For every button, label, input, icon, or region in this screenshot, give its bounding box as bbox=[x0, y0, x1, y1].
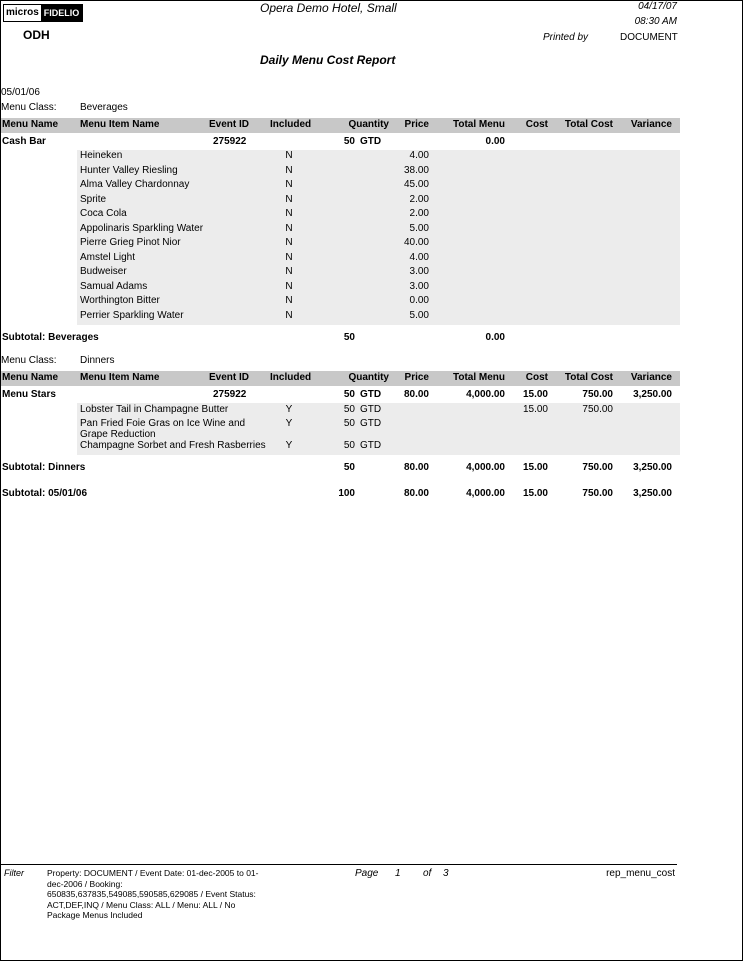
menu-row: Menu Stars 275922 50 GTD 80.00 4,000.00 15.00 750.00 3,250.00 bbox=[2, 389, 672, 400]
printed-by-value: DOCUMENT bbox=[620, 32, 678, 43]
column-headers-1 bbox=[0, 119, 680, 133]
list-item: Coca Cola N 2.00 bbox=[80, 208, 429, 219]
col-variance: Variance bbox=[630, 119, 672, 130]
col-total-menu: Total Menu bbox=[452, 119, 505, 130]
list-item: Worthington Bitter N 0.00 bbox=[80, 295, 429, 306]
col-menu-name: Menu Name bbox=[2, 119, 59, 130]
print-time: 08:30 AM bbox=[634, 16, 677, 27]
print-date: 04/17/07 bbox=[638, 1, 677, 12]
page-label: Page bbox=[355, 868, 379, 879]
col-total-cost: Total Cost bbox=[564, 119, 613, 130]
list-item: Lobster Tail in Champagne Butter Y 50 GTD 15.00 750.00 bbox=[80, 404, 613, 415]
footer-divider bbox=[1, 864, 677, 865]
column-headers-2: Menu Name Menu Item Name Event ID Included Quantity Price Total Menu Cost Total Cost Variance bbox=[2, 372, 672, 383]
subtotal-row: Subtotal: Dinners 50 80.00 4,000.00 15.00 750.00 3,250.00 bbox=[2, 462, 672, 473]
list-item: Heineken N 4.00 bbox=[80, 150, 429, 161]
page-count: 3 bbox=[443, 868, 449, 879]
col-event-id: Event ID bbox=[209, 119, 250, 130]
of-label: of bbox=[423, 868, 432, 879]
grand-subtotal-row: Subtotal: 05/01/06 100 80.00 4,000.00 15.00 750.00 3,250.00 bbox=[2, 488, 672, 499]
hotel-name: Opera Demo Hotel, Small bbox=[260, 1, 397, 15]
col-quantity: Quantity bbox=[348, 119, 389, 130]
list-item: Perrier Sparkling Water N 5.00 bbox=[80, 309, 429, 321]
list-item: Pierre Grieg Pinot Nior N 40.00 bbox=[80, 237, 429, 248]
menu-class-name: Beverages bbox=[80, 102, 128, 113]
report-date: 05/01/06 bbox=[1, 87, 40, 98]
col-included: Included bbox=[270, 119, 312, 130]
col-menu-item-name: Menu Item Name bbox=[80, 119, 160, 130]
list-item: Samual Adams N 3.00 bbox=[80, 280, 429, 292]
menu-class-label: Menu Class: bbox=[1, 102, 57, 113]
list-item: Appolinaris Sparkling Water N 5.00 bbox=[80, 222, 429, 234]
list-item: Alma Valley Chardonnay N 45.00 bbox=[80, 179, 429, 190]
report-title: Daily Menu Cost Report bbox=[260, 53, 396, 67]
list-item: Sprite N 2.00 bbox=[80, 193, 429, 205]
report-name: rep_menu_cost bbox=[606, 868, 675, 879]
list-item: Champagne Sorbet and Fresh Rasberries Y 50 GTD bbox=[80, 440, 382, 451]
page-number: 1 bbox=[395, 868, 401, 879]
menu-class-name: Dinners bbox=[80, 355, 115, 366]
list-item: Amstel Light N 4.00 bbox=[80, 251, 429, 263]
col-cost: Cost bbox=[525, 119, 548, 130]
micros-fidelio-logo: micros FIDELIO bbox=[3, 4, 83, 22]
list-item: Pan Fried Foie Gras on Ice Wine and Grape Reduction Y 50 GTD bbox=[80, 418, 382, 440]
subtotal-row: Subtotal: Beverages 50 0.00 bbox=[2, 332, 505, 343]
hotel-code: ODH bbox=[23, 28, 50, 42]
menu-class-label: Menu Class: bbox=[1, 355, 57, 366]
filter-text: Property: DOCUMENT / Event Date: 01-dec-2005 to 01- dec-2006 / Booking: 650835,637835,549085,590585,629085 / Event Status: ACT,DEF,INQ / Menu Class: ALL / Menu: ALL / No Package Menus Included bbox=[47, 868, 259, 920]
printed-by-label: Printed by bbox=[543, 32, 589, 43]
filter-label: Filter bbox=[4, 868, 24, 878]
list-item: Hunter Valley Riesling N 38.00 bbox=[80, 164, 429, 176]
col-price: Price bbox=[404, 119, 429, 130]
list-item: Budweiser N 3.00 bbox=[80, 266, 429, 277]
menu-row: Cash Bar 275922 50 GTD 0.00 bbox=[2, 136, 505, 147]
